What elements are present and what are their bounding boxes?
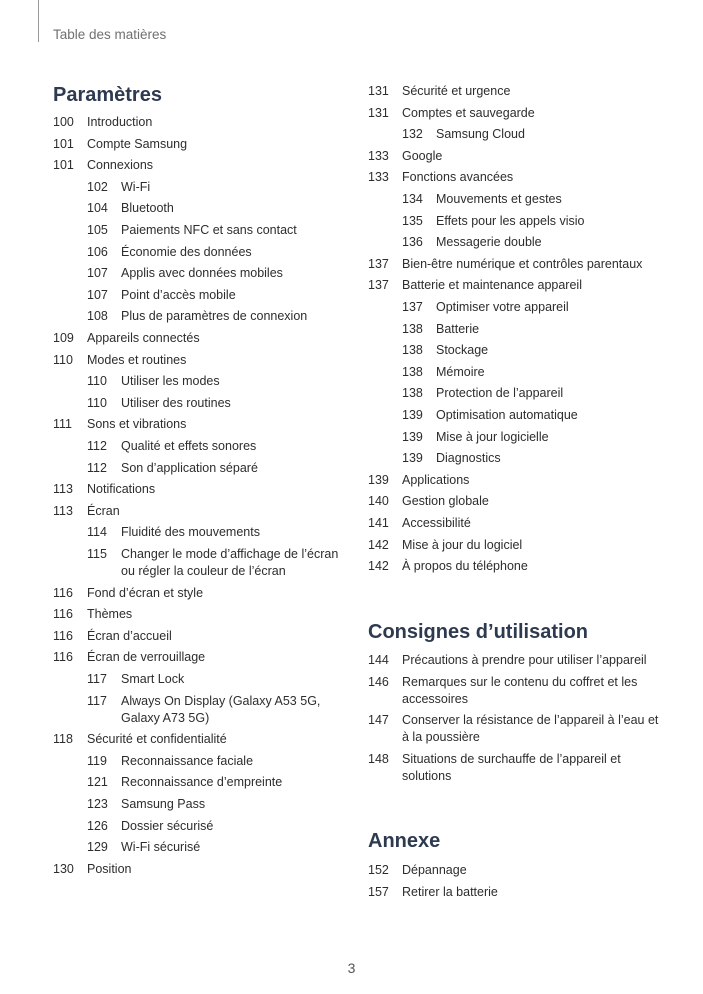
toc-entry-page: 109 xyxy=(53,331,74,345)
toc-entry-page: 110 xyxy=(87,395,107,410)
toc-entry-title: Appareils connectés xyxy=(87,331,200,345)
toc-entry-page: 136 xyxy=(402,235,423,250)
toc-entry-title: Remarques sur le contenu du coffret et les xyxy=(402,674,638,689)
toc-entry-page: 142 xyxy=(368,537,389,552)
toc-entry-page: 123 xyxy=(87,797,108,811)
toc-entry-title: Diagnostics xyxy=(436,451,501,466)
toc-entry-page: 133 xyxy=(368,148,389,163)
toc-entry-page: 137 xyxy=(368,256,389,271)
toc-entry-title: Effets pour les appels visio xyxy=(436,213,585,228)
toc-entry-page: 105 xyxy=(87,223,108,237)
toc-entry-page: 139 xyxy=(368,472,389,487)
toc-entry-title: Modes et routines xyxy=(87,352,187,367)
toc-entry-page: 134 xyxy=(402,192,423,206)
toc-entry-page: 137 xyxy=(402,300,423,314)
toc-entry-title: Bluetooth xyxy=(121,201,174,216)
toc-entry-title: Point d’accès mobile xyxy=(121,287,236,302)
toc-entry-page: 139 xyxy=(402,451,423,466)
toc-entry-page: 112 xyxy=(87,439,107,453)
toc-entry-page: 116 xyxy=(53,650,73,665)
toc-entry-page: 135 xyxy=(402,213,423,228)
toc-entry-page: 104 xyxy=(87,201,108,216)
toc-entry-title: Son d’application séparé xyxy=(121,460,258,475)
toc-entry-title: Paiements NFC et sans contact xyxy=(121,223,297,237)
toc-entry-title: Reconnaissance d’empreinte xyxy=(121,775,283,790)
toc-entry-title: Mise à jour du logiciel xyxy=(402,537,523,552)
toc-entry-page: 101 xyxy=(53,158,74,173)
toc-entry-page: 101 xyxy=(53,136,74,151)
toc-entry-title: Batterie et maintenance appareil xyxy=(402,278,582,293)
toc-entry-page: 129 xyxy=(87,840,108,855)
toc-entry-page: 110 xyxy=(53,352,73,367)
toc-entry-title: Samsung Cloud xyxy=(436,127,525,142)
toc-entry-page: 100 xyxy=(53,115,74,129)
header-title: Table des matières xyxy=(53,27,167,42)
toc-entry-title: Wi-Fi sécurisé xyxy=(121,840,201,855)
toc-entry-page: 110 xyxy=(87,374,107,389)
page-number: 3 xyxy=(347,960,356,976)
toc-entry-title: Sons et vibrations xyxy=(87,417,187,432)
toc-entry-title: Comptes et sauvegarde xyxy=(402,105,535,120)
toc-entry-page: 108 xyxy=(87,309,108,324)
toc-entry-title-continued: accessoires xyxy=(402,691,468,706)
header-rule xyxy=(38,0,39,42)
toc-entry-title: Gestion globale xyxy=(402,494,489,509)
toc-entry-title-continued: Galaxy A73 5G) xyxy=(121,710,210,725)
toc-entry-title: Sécurité et confidentialité xyxy=(87,732,227,747)
toc-entry-title: Notifications xyxy=(87,482,156,497)
toc-entry-page: 138 xyxy=(402,386,423,401)
toc-entry-page: 138 xyxy=(402,343,423,358)
toc-entry-title: Accessibilité xyxy=(402,516,471,530)
toc-entry-title: Sécurité et urgence xyxy=(402,84,511,98)
toc-entry-page: 112 xyxy=(87,460,107,475)
toc-entry-title: Optimiser votre appareil xyxy=(436,300,569,314)
section-title-consignes: Consignes d’utilisation xyxy=(368,621,589,643)
toc-entry-page: 157 xyxy=(368,884,389,899)
toc-entry-title: Compte Samsung xyxy=(87,136,188,151)
toc-entry-title: Mémoire xyxy=(436,364,485,379)
toc-entry-title: Bien-être numérique et contrôles parentaux xyxy=(402,256,643,271)
toc-entry-title: Écran d’accueil xyxy=(87,628,172,643)
toc-entry-title: Thèmes xyxy=(87,607,133,622)
toc-entry-title: Dépannage xyxy=(402,863,467,877)
toc-entry-title: Plus de paramètres de connexion xyxy=(121,309,308,324)
toc-entry-page: 116 xyxy=(53,585,73,600)
toc-entry-title: Utiliser les modes xyxy=(121,374,220,389)
toc-entry-title: Google xyxy=(402,148,443,163)
toc-entry-page: 147 xyxy=(368,713,389,728)
toc-entry-page: 113 xyxy=(53,482,73,497)
toc-entry-page: 116 xyxy=(53,628,73,643)
toc-entry-title: Mise à jour logicielle xyxy=(436,429,549,444)
toc-entry-page: 152 xyxy=(368,863,389,877)
toc-entry-page: 140 xyxy=(368,494,389,509)
toc-entry-title: Batterie xyxy=(436,321,480,336)
toc-entry-title: Position xyxy=(87,861,132,876)
toc-entry-page: 117 xyxy=(87,693,107,708)
toc-entry-page: 114 xyxy=(87,525,107,540)
toc-entry-title: Introduction xyxy=(87,115,153,129)
toc-entry-title: Situations de surchauffe de l’appareil et xyxy=(402,751,621,766)
toc-entry-title: Conserver la résistance de l’appareil à l’eau et xyxy=(402,713,659,728)
toc-entry-page: 116 xyxy=(53,607,73,622)
toc-entry-title: Retirer la batterie xyxy=(402,884,498,899)
toc-entry-title-continued: à la poussière xyxy=(402,730,480,745)
toc-entry-page: 139 xyxy=(402,408,423,422)
toc-entry-page: 148 xyxy=(368,751,389,766)
section-title-parametres: Paramètres xyxy=(53,84,162,106)
toc-entry-page: 142 xyxy=(368,559,389,574)
toc-entry-page: 138 xyxy=(402,364,423,379)
toc-entry-title-continued: solutions xyxy=(402,768,452,783)
toc-entry-title-continued: ou régler la couleur de l’écran xyxy=(121,564,286,578)
toc-entry-page: 131 xyxy=(368,105,389,120)
toc-entry-page: 106 xyxy=(87,244,108,259)
toc-entry-page: 118 xyxy=(53,732,73,747)
toc-entry-page: 115 xyxy=(87,547,107,561)
toc-entry-title: Fond d’écran et style xyxy=(87,585,204,600)
toc-entry-title: Connexions xyxy=(87,158,154,173)
toc-entry-title: Changer le mode d’affichage de l’écran xyxy=(121,547,339,561)
toc-entry-title: Économie des données xyxy=(121,244,252,259)
toc-entry-page: 126 xyxy=(87,818,108,833)
toc-entry-title: Smart Lock xyxy=(121,672,185,686)
toc-entry-page: 107 xyxy=(87,266,108,281)
section-title-annexe: Annexe xyxy=(368,830,441,852)
toc-entry-title: Stockage xyxy=(436,343,489,358)
toc-entry-page: 144 xyxy=(368,653,389,667)
toc-entry-page: 137 xyxy=(368,278,389,293)
toc-entry-title: Écran de verrouillage xyxy=(87,650,206,665)
toc-entry-page: 117 xyxy=(87,672,107,686)
toc-entry-title: Protection de l’appareil xyxy=(436,386,564,401)
toc-entry-page: 102 xyxy=(87,179,108,194)
toc-entry-title: Always On Display (Galaxy A53 5G, xyxy=(121,693,321,708)
toc-entry-page: 119 xyxy=(87,753,107,768)
toc-entry-title: Qualité et effets sonores xyxy=(121,439,257,453)
toc-entry-title: Écran xyxy=(87,503,120,518)
toc-entry-page: 138 xyxy=(402,321,423,336)
toc-entry-title: Reconnaissance faciale xyxy=(121,753,254,768)
toc-entry-title: Fluidité des mouvements xyxy=(121,525,260,540)
toc-entry-page: 121 xyxy=(87,775,108,790)
toc-entry-page: 131 xyxy=(368,84,389,98)
toc-entry-page: 139 xyxy=(402,429,423,444)
toc-entry-title: Précautions à prendre pour utiliser l’appareil xyxy=(402,653,647,667)
toc-entry-title: Mouvements et gestes xyxy=(436,192,562,206)
toc-entry-page: 146 xyxy=(368,674,389,689)
toc-entry-title: À propos du téléphone xyxy=(402,559,528,574)
toc-entry-title: Utiliser des routines xyxy=(121,395,231,410)
toc-entry-page: 141 xyxy=(368,516,389,530)
toc-entry-page: 107 xyxy=(87,287,108,302)
toc-entry-title: Wi-Fi xyxy=(121,179,151,194)
toc-entry-page: 133 xyxy=(368,170,389,185)
toc-entry-title: Applis avec données mobiles xyxy=(121,266,283,281)
toc-entry-page: 113 xyxy=(53,503,73,518)
toc-entry-title: Optimisation automatique xyxy=(436,408,578,422)
toc-entry-title: Applications xyxy=(402,472,470,487)
toc-entry-title: Dossier sécurisé xyxy=(121,818,214,833)
toc-entry-title: Fonctions avancées xyxy=(402,170,514,185)
toc-entry-page: 132 xyxy=(402,127,423,142)
toc-entry-title: Samsung Pass xyxy=(121,797,206,811)
toc-entry-title: Messagerie double xyxy=(436,235,542,250)
toc-entry-page: 111 xyxy=(53,417,73,432)
toc-entry-page: 130 xyxy=(53,861,74,876)
